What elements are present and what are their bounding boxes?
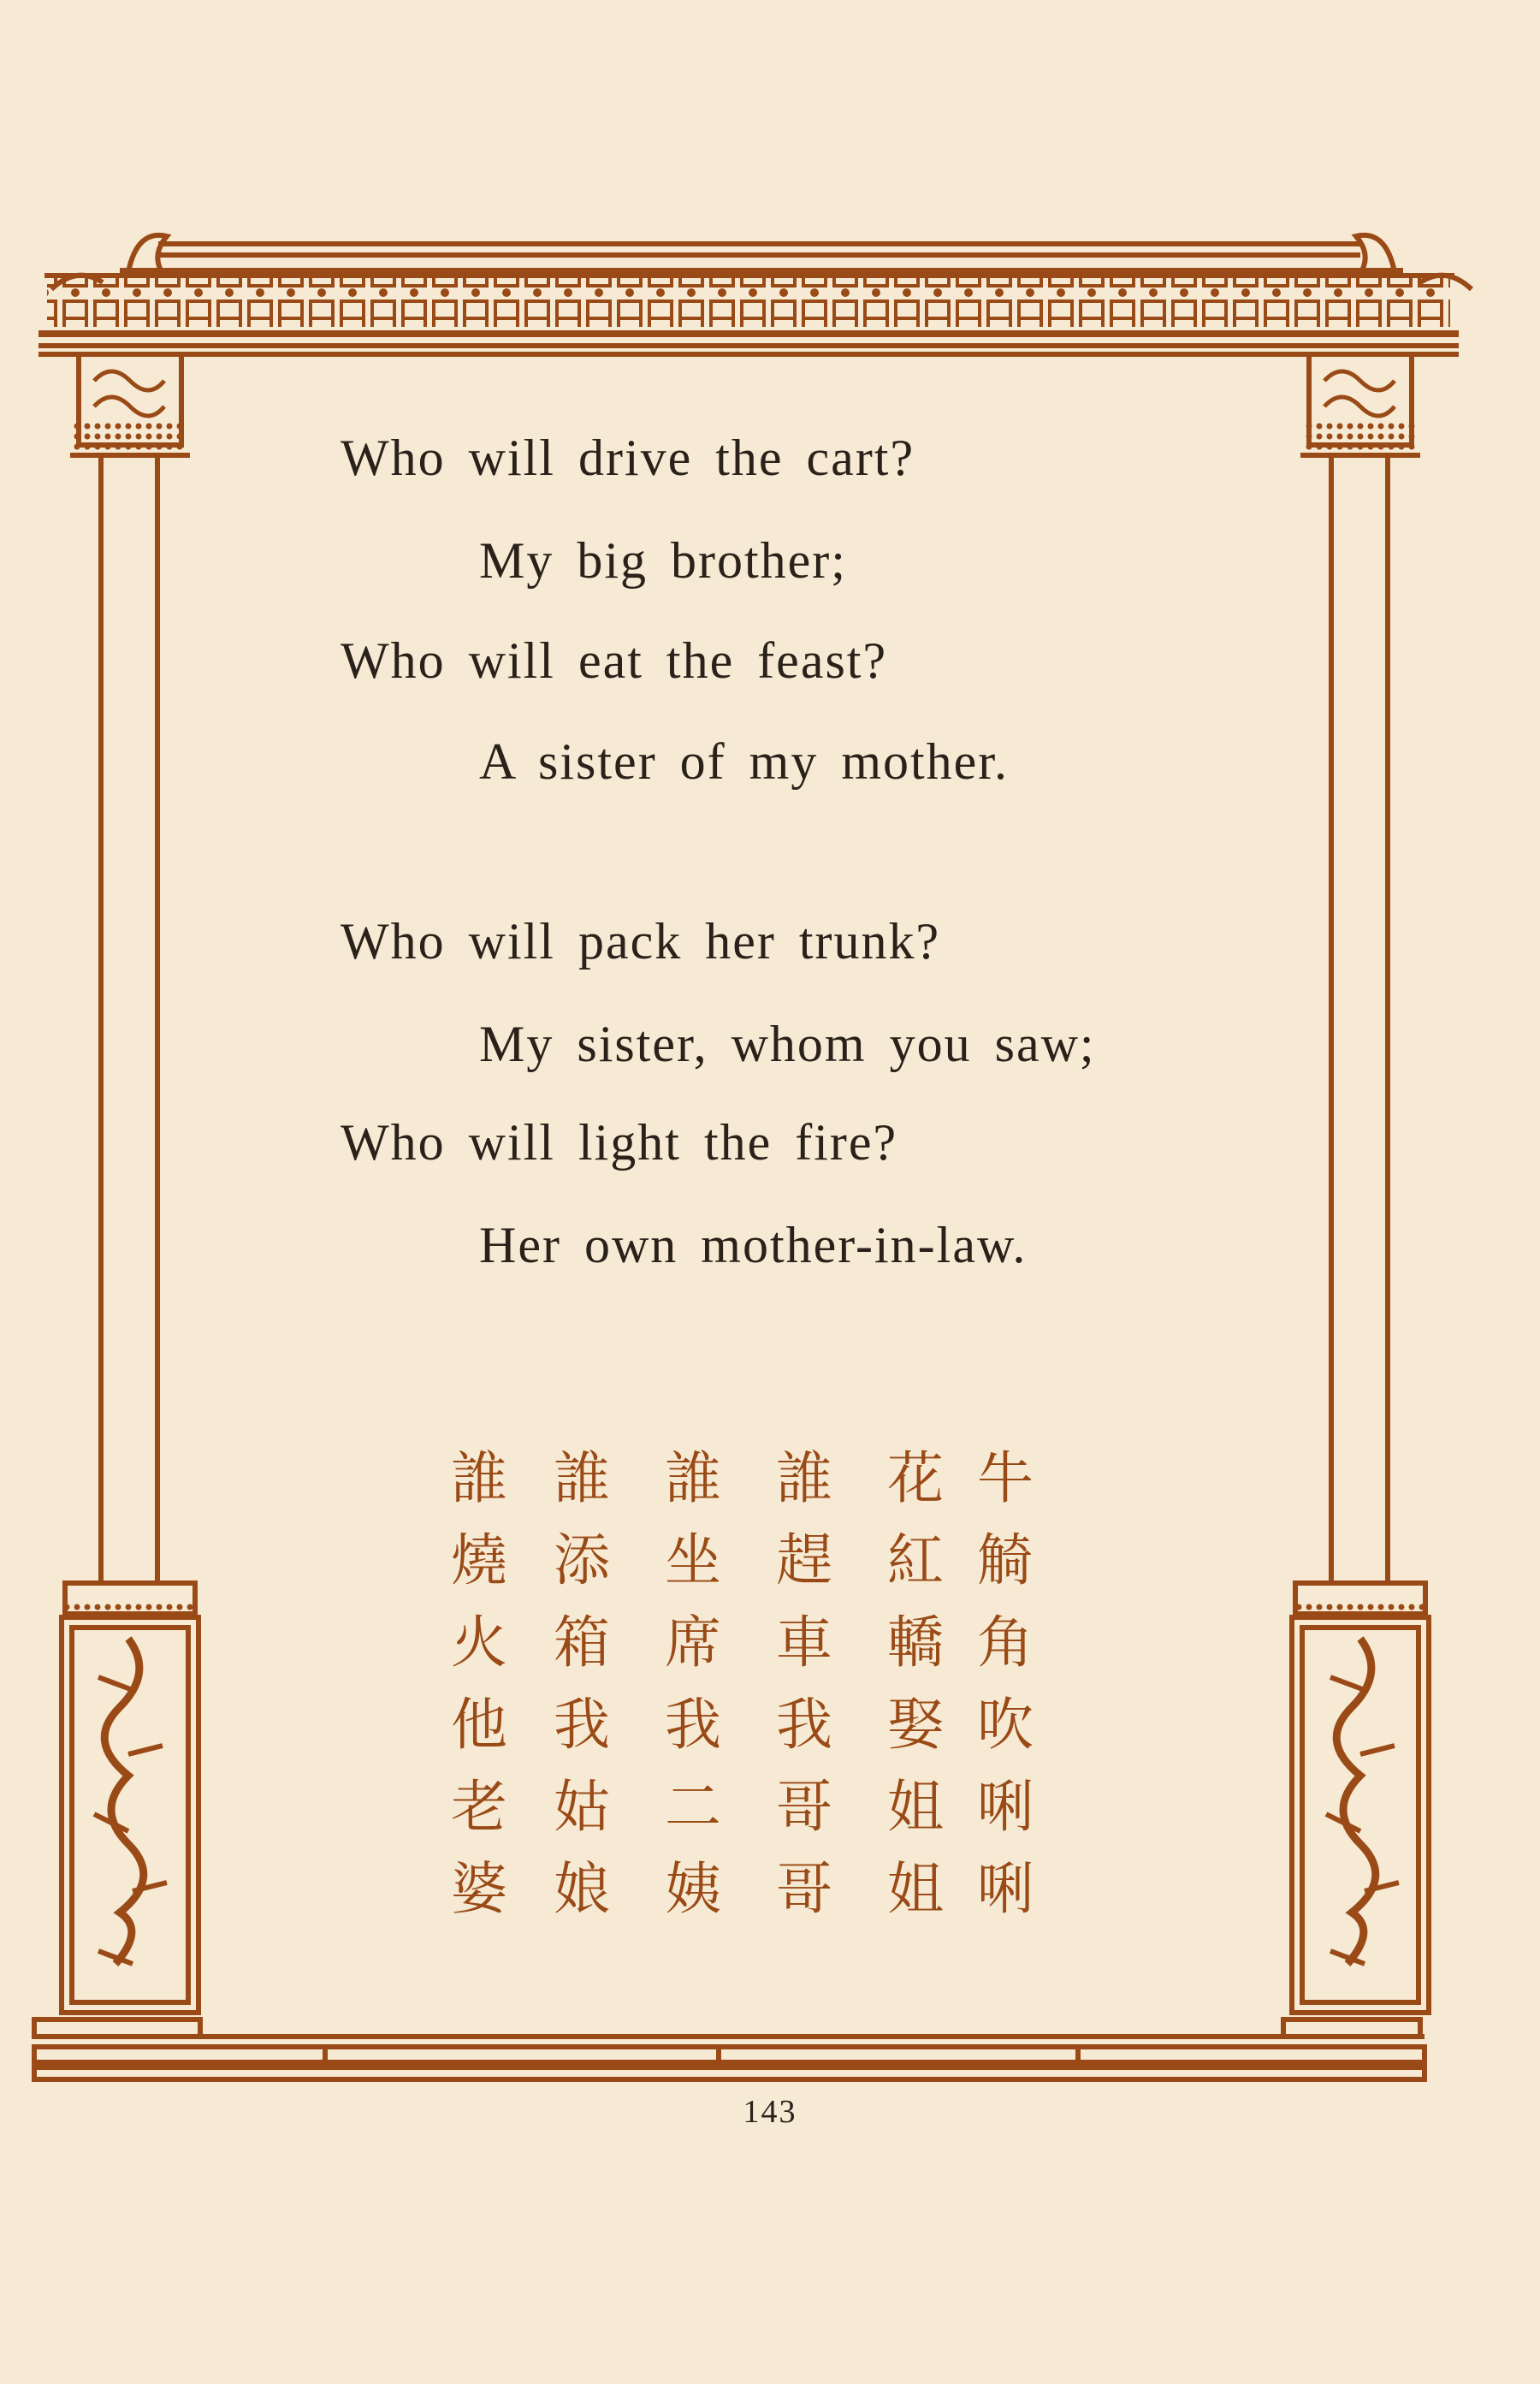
poem-line: Who will drive the cart? xyxy=(341,430,915,486)
base-platform xyxy=(34,2037,1424,2079)
chinese-column: 誰添箱我姑娘 xyxy=(554,1445,610,1922)
chinese-column: 誰燒火他老婆 xyxy=(451,1445,507,1922)
roof-tiles xyxy=(38,274,1459,354)
chinese-column: 花紅轎娶姐姐 xyxy=(887,1445,944,1922)
poem-line: Who will eat the feast? xyxy=(341,632,888,689)
poem-line: My big brother; xyxy=(479,532,847,589)
poem-line: Who will light the fire? xyxy=(341,1114,898,1171)
poem-line: My sister, whom you saw; xyxy=(479,1016,1096,1072)
poem-line: Her own mother-in-law. xyxy=(479,1217,1028,1273)
page-number: 143 xyxy=(743,2094,797,2130)
chinese-column: 牛觭角吹唎唎 xyxy=(977,1445,1034,1922)
right-column xyxy=(1283,354,1429,2037)
left-column xyxy=(34,354,200,2037)
poem-line: A sister of my mother. xyxy=(479,733,1009,790)
chinese-column: 誰坐席我二姨 xyxy=(665,1445,721,1922)
chinese-column: 誰趕車我哥哥 xyxy=(776,1445,832,1922)
poem-line: Who will pack her trunk? xyxy=(341,913,941,970)
